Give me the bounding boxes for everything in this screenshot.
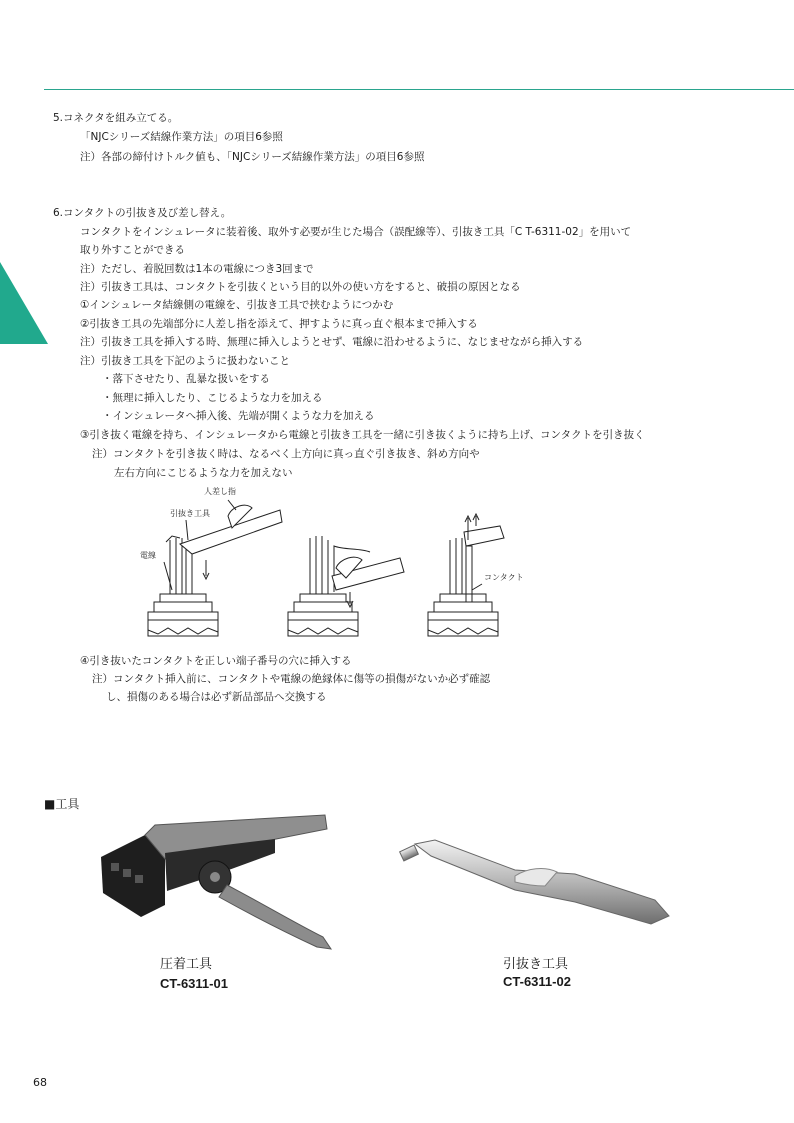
section6-intro-2: 取り外すことができる bbox=[80, 244, 185, 256]
section6-step-4: ④引き抜いたコンタクトを正しい端子番号の穴に挿入する bbox=[80, 655, 352, 667]
header-rule bbox=[44, 89, 794, 90]
section6-bullet-1: ・落下させたり、乱暴な扱いをする bbox=[102, 373, 270, 385]
crimp-tool-code: CT-6311-01 bbox=[160, 976, 228, 991]
page-number: 68 bbox=[33, 1076, 47, 1089]
extraction-tool-name: 引抜き工具 bbox=[503, 957, 569, 972]
crimp-tool-image bbox=[95, 805, 345, 955]
section6-note-5a: 注）コンタクトを引き抜く時は、なるべく上方向に真っ直ぐ引き抜き、斜め方向や bbox=[92, 448, 480, 460]
section6-step-3: ③引き抜く電線を持ち、インシュレータから電線と引抜き工具を一緒に引き抜くように持ち上げ、コンタクトを引き抜く bbox=[80, 429, 645, 441]
diagram-panel-1 bbox=[148, 500, 282, 636]
crimp-tool-name: 圧着工具 bbox=[160, 957, 213, 972]
section-tab-marker bbox=[0, 262, 48, 344]
label-tool: 引抜き工具 bbox=[170, 509, 210, 518]
diagram-panel-2 bbox=[288, 536, 404, 636]
section5-line1: 「NJCシリーズ結線作業方法」の項目6参照 bbox=[80, 131, 283, 143]
tools-heading: ■工具 bbox=[44, 797, 80, 811]
section6-note-6a: 注）コンタクト挿入前に、コンタクトや電線の絶縁体に傷等の損傷がないか必ず確認 bbox=[92, 673, 491, 685]
section6-note-6b: し、損傷のある場合は必ず新品部品へ交換する bbox=[106, 691, 327, 703]
section6-note-2: 注）引抜き工具は、コンタクトを引抜くという目的以外の使い方をすると、破損の原因となる bbox=[80, 281, 521, 293]
section6-bullet-3: ・インシュレータへ挿入後、先端が開くような力を加える bbox=[102, 410, 375, 422]
section5-title: 5.コネクタを組み立てる。 bbox=[53, 112, 179, 124]
label-finger: 人差し指 bbox=[204, 487, 236, 496]
extraction-tool-code: CT-6311-02 bbox=[503, 974, 571, 989]
section6-intro-1: コンタクトをインシュレータに装着後、取外す必要が生じた場合（誤配線等）、引抜き工具「C T-6311-02」を用いて bbox=[80, 226, 632, 238]
section6-note-5b: 左右方向にこじるような力を加えない bbox=[114, 467, 293, 479]
section6-note-4: 注）引抜き工具を下記のように扱わないこと bbox=[80, 355, 290, 367]
section6-note-3: 注）引抜き工具を挿入する時、無理に挿入しようとせず、電線に沿わせるように、なじませながら挿入する bbox=[80, 336, 584, 348]
section6-step-1: ①インシュレータ結線側の電線を、引抜き工具で挟むようにつかむ bbox=[80, 299, 394, 311]
section6-bullet-2: ・無理に挿入したり、こじるような力を加える bbox=[102, 392, 323, 404]
section5-note: 注）各部の締付けトルク値も、「NJCシリーズ結線作業方法」の項目6参照 bbox=[80, 151, 425, 163]
label-wire: 電線 bbox=[140, 551, 156, 560]
section6-note-1: 注）ただし、着脱回数は1本の電線につき3回まで bbox=[80, 263, 314, 275]
label-contact: コンタクト bbox=[484, 573, 524, 582]
section6-step-2: ②引抜き工具の先端部分に人差し指を添えて、押すように真っ直ぐ根本まで挿入する bbox=[80, 318, 478, 330]
extraction-tool-image bbox=[395, 830, 675, 940]
extraction-diagram bbox=[120, 480, 540, 640]
section6-title: 6.コンタクトの引抜き及び差し替え。 bbox=[53, 207, 232, 219]
